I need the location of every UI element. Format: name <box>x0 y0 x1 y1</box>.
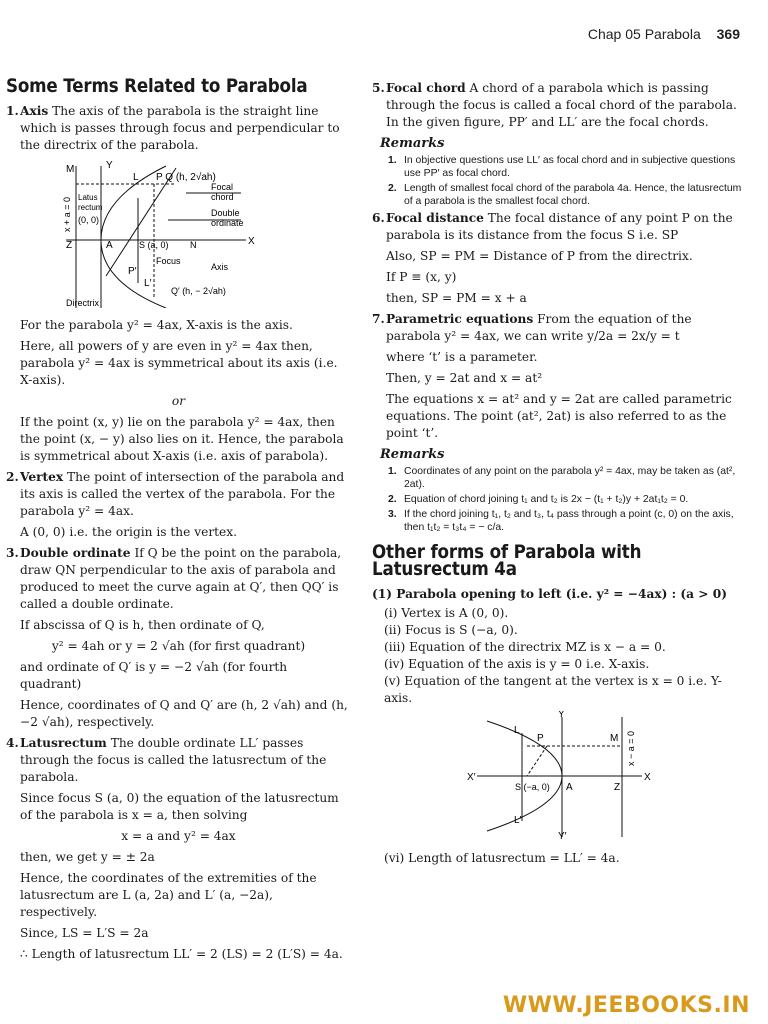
list-item: (i) Vertex is A (0, 0). <box>384 606 509 620</box>
right-column <box>372 80 744 867</box>
label-directrix-eq: x − a = 0 <box>626 730 636 766</box>
or-label: or <box>171 394 186 408</box>
latusrectum-para-2: Since focus S (a, 0) the equation of the latusrectum of the parabola is x = a, then solving <box>20 791 339 822</box>
label-Xp: X′ <box>467 772 476 783</box>
label-M: M <box>66 164 75 175</box>
label-chord: chord <box>211 192 234 202</box>
label-double: Double <box>211 208 240 218</box>
latusrectum-para-6: ∴ Length of latusrectum LL′ = 2 (LS) = 2 (L′S) = 4a. <box>20 947 343 961</box>
focal-distance-para-4: then, SP = PM = x + a <box>386 291 527 305</box>
remark-text: Length of smallest focal chord of the parabola 4a. Hence, the latusrectum of a parabola is the smallest focal chord. <box>404 183 742 207</box>
label-X: X <box>248 236 255 247</box>
latusrectum-para-4: Hence, the coordinates of the extremities of the latusrectum are L (a, 2a) and L′ (a, −2a), respectively. <box>20 871 317 919</box>
term-text: The axis of the parabola is the straight line which is passes through focus and perpendicular to the directrix of the parabola. <box>20 104 340 152</box>
remark-number: 1. <box>388 155 397 166</box>
term-parametric <box>372 311 744 345</box>
remark-number: 2. <box>388 494 397 505</box>
list-item: (ii) Focus is S (−a, 0). <box>384 623 518 637</box>
term-label: Parametric equations <box>386 312 534 326</box>
item-number: 4. <box>6 736 19 750</box>
label-directrix-eq: x + a = 0 <box>62 196 72 232</box>
label-N: N <box>190 240 197 250</box>
label-Y: Y <box>558 711 565 720</box>
label-origin: (0, 0) <box>78 215 100 225</box>
parabola-figure-2 <box>372 711 744 846</box>
label-Y: Y <box>106 160 113 171</box>
label-P: P <box>537 733 544 744</box>
parabola-left-diagram <box>372 711 652 841</box>
latusrectum-para-5: Since, LS = L′S = 2a <box>20 926 149 940</box>
parabola-figure-1 <box>6 158 351 313</box>
list-item: (iii) Equation of the directrix MZ is x − a = 0. <box>384 640 666 654</box>
label-Z: Z <box>614 782 621 793</box>
double-ordinate-para-4: Hence, coordinates of Q and Q′ are (h, 2 √ah) and (h, −2 √ah), respectively. <box>20 698 348 729</box>
item-number: 7. <box>372 312 385 326</box>
latusrectum-eq: x = a and y² = 4ax <box>121 829 236 843</box>
term-label: Axis <box>20 104 49 118</box>
page-number: 369 <box>716 26 740 42</box>
axis-para-3: If the point (x, y) lie on the parabola y² = 4ax, then the point (x, − y) also lies on it. Hence, the parabola is symmetrical about X-axis (i.e. axis of parabola). <box>20 415 344 463</box>
label-L: L <box>133 172 139 183</box>
list-item: (iv) Equation of the axis is y = 0 i.e. X-axis. <box>384 657 650 671</box>
label-M: M <box>610 733 619 744</box>
term-focal-chord <box>372 80 744 131</box>
parametric-para-2: where ‘t’ is a parameter. <box>386 350 538 364</box>
term-label: Vertex <box>20 470 64 484</box>
term-text: From the equation of the parabola y² = 4ax, we can write y/2a = 2x/y = t <box>386 312 692 343</box>
label-Yp: Y′ <box>558 831 567 841</box>
label-Lp: L′ <box>514 815 522 826</box>
term-label: Focal distance <box>386 211 484 225</box>
term-text: The double ordinate LL′ passes through the focus is called the latusrectum of the parabola. <box>20 736 327 784</box>
item-number: 1. <box>6 104 19 118</box>
section-heading-2: Other forms of Parabola with <box>372 541 642 563</box>
remark-text: In objective questions use LL′ as focal chord and in subjective questions use PP′ as focal chord. <box>404 155 736 179</box>
remark-item <box>388 154 744 180</box>
remark-text: Equation of chord joining t₁ and t₂ is 2x − (t₁ + t₂)y + 2at₁t₂ = 0. <box>404 494 689 505</box>
focal-distance-para-2: Also, SP = PM = Distance of P from the directrix. <box>386 249 693 263</box>
section-heading-2b: Latusrectum 4a <box>372 558 517 580</box>
label-X: X <box>644 772 651 783</box>
term-label: Focal chord <box>386 81 466 95</box>
remark-item <box>388 182 744 208</box>
remark-number: 2. <box>388 183 397 194</box>
label-directrix: Directrix <box>66 298 99 308</box>
remark-text: Coordinates of any point on the parabola y² = 4ax, may be taken as (at², 2at). <box>404 466 736 490</box>
remark-text: If the chord joining t₁, t₂ and t₃, t₄ pass through a point (c, 0) on the axis, then t₁t₂ = t₃t₄ = − c/a. <box>404 509 734 533</box>
section-heading: Some Terms Related to Parabola <box>6 75 308 97</box>
remark-number: 3. <box>388 509 397 520</box>
latusrectum-para-3: then, we get y = ± 2a <box>20 850 155 864</box>
term-focal-distance <box>372 210 744 244</box>
label-rectum: rectum <box>78 203 103 212</box>
left-column <box>6 75 351 967</box>
label-focus: Focus <box>156 256 181 266</box>
label-A: A <box>106 240 113 251</box>
label-PQ: P Q (h, 2√ah) <box>156 172 216 183</box>
term-double-ordinate <box>6 545 351 613</box>
axis-para-2: Here, all powers of y are even in y² = 4ax then, parabola y² = 4ax is symmetrical about its axis (i.e. X-axis). <box>20 339 338 387</box>
parabola-diagram <box>6 158 266 308</box>
remarks-heading: Remarks <box>380 447 445 462</box>
item-number: 2. <box>6 470 19 484</box>
term-vertex <box>6 469 351 520</box>
item-number: 3. <box>6 546 19 560</box>
remarks-heading: Remarks <box>380 136 445 151</box>
list-item: (vi) Length of latusrectum = LL′ = 4a. <box>384 851 620 865</box>
label-Lp: L′ <box>144 278 152 289</box>
term-text: The focal distance of any point P on the parabola is its distance from the focus S i.e. SP <box>386 211 733 242</box>
remark-item <box>388 465 744 491</box>
remark-number: 1. <box>388 466 397 477</box>
label-Qp: Q′ (h, − 2√ah) <box>171 286 226 296</box>
term-latusrectum <box>6 735 351 786</box>
double-ordinate-eq: y² = 4ah or y = 2 √ah (for first quadrant) <box>51 639 306 653</box>
term-axis <box>6 103 351 154</box>
label-Z: Z <box>66 240 73 251</box>
list-item: (v) Equation of the tangent at the vertex is x = 0 i.e. Y-axis. <box>384 674 722 705</box>
label-ordinate: ordinate <box>211 218 244 228</box>
item-number: 6. <box>372 211 385 225</box>
label-L: L <box>514 725 520 736</box>
term-label: Double ordinate <box>20 546 131 560</box>
axis-para-1: For the parabola y² = 4ax, X-axis is the axis. <box>20 318 293 332</box>
item-number: 5. <box>372 81 385 95</box>
parametric-para-4: The equations x = at² and y = 2at are called parametric equations. The point (at², 2at) is also referred to as the point ‘t’. <box>386 392 732 440</box>
label-S: S (a, 0) <box>139 240 169 250</box>
remark-item <box>388 493 744 506</box>
subsection-title: (1) Parabola opening to left (i.e. y² = −4ax) : (a > 0) <box>372 587 727 601</box>
chapter-title: Chap 05 Parabola <box>587 26 701 42</box>
label-S: S (−a, 0) <box>515 782 550 792</box>
label-latus: Latus <box>78 193 98 202</box>
vertex-para: A (0, 0) i.e. the origin is the vertex. <box>20 525 238 539</box>
term-text: A chord of a parabola which is passing through the focus is called a focal chord of the parabola. In the given figure, PP′ and LL′ are the focal chords. <box>386 81 737 129</box>
page-header <box>588 26 740 42</box>
parametric-para-3: Then, y = 2at and x = at² <box>386 371 543 385</box>
label-Pp: P′ <box>128 266 137 277</box>
label-focal: Focal <box>211 182 234 192</box>
footer-watermark: WWW.JEEBOOKS.IN <box>502 993 750 1018</box>
double-ordinate-para-3: and ordinate of Q′ is y = −2 √ah (for fourth quadrant) <box>20 660 288 691</box>
term-text: The point of intersection of the parabola and its axis is called the vertex of the parabola. For the parabola y² = 4ax. <box>20 470 345 518</box>
label-A: A <box>566 782 573 793</box>
focal-distance-para-3: If P ≡ (x, y) <box>386 270 457 284</box>
term-label: Latusrectum <box>20 736 107 750</box>
label-axis: Axis <box>211 262 229 272</box>
term-text: If Q be the point on the parabola, draw QN perpendicular to the axis of parabola and produced to meet the curve again at Q′, then QQ′ is called a double ordinate. <box>20 546 342 611</box>
double-ordinate-para-2: If abscissa of Q is h, then ordinate of Q, <box>20 618 265 632</box>
remark-item <box>388 508 744 534</box>
